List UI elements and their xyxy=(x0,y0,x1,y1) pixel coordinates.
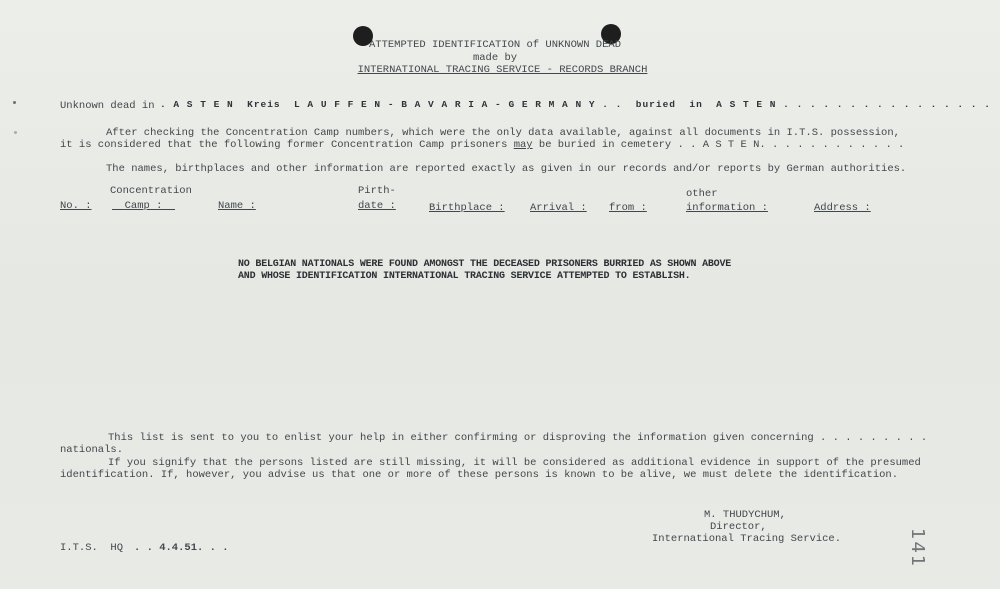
column-no: No. : xyxy=(60,200,92,212)
signature-name: M. THUDYCHUM, xyxy=(704,509,786,521)
column-birthplace: Birthplace : xyxy=(429,202,505,214)
paragraph-2: The names, birthplaces and other information are reported exactly as given in our records and/or reports by German authorities. xyxy=(106,163,907,175)
footer-line-4: identification. If, however, you advise us that one or more of these persons is known to be alive, we must delete the identification. xyxy=(60,469,899,481)
reference-date: . . 4.4.51. . . xyxy=(134,542,229,554)
header-branch: INTERNATIONAL TRACING SERVICE - RECORDS BRANCH xyxy=(357,64,648,76)
column-camp-top: Concentration xyxy=(110,185,192,197)
paragraph-1-line-2 xyxy=(60,139,904,151)
footer-line-1: This list is sent to you to enlist your help in either confirming or disproving the information given concerning . . . . . . . . . xyxy=(108,432,928,444)
column-camp-label: Camp : xyxy=(124,200,163,212)
location-place: . A S T E N Kreis L A U F F E N - B A V A R I A - G E R M A N Y . . buried in A S T E N . . . . . . . . . . . . . . . . xyxy=(160,99,991,110)
paragraph-1-line-1: After checking the Concentration Camp numbers, which were the only data available, against all documents in I.T.S. possession, xyxy=(106,127,900,139)
column-name: Name : xyxy=(218,200,256,212)
paragraph-1-cemetery: be buried in cemetery . . A S T E N. . . . . . . . . . . . xyxy=(532,139,905,151)
margin-mark xyxy=(13,101,16,104)
notice-line-1: NO BELGIAN NATIONALS WERE FOUND AMONGST THE DECEASED PRISONERS BURRIED AS SHOWN ABOVE xyxy=(238,259,732,270)
column-other: information : xyxy=(686,202,768,214)
paragraph-1-may: may xyxy=(513,139,533,151)
paragraph-1-text: it is considered that the following former Concentration Camp prisoners xyxy=(60,139,514,151)
column-other-top: other xyxy=(686,188,718,200)
reference-label: I.T.S. HQ xyxy=(60,542,124,554)
column-address: Address : xyxy=(814,202,871,214)
signature-title: Director, xyxy=(710,521,767,533)
location-prefix: Unknown dead in xyxy=(60,100,155,112)
notice-line-2: AND WHOSE IDENTIFICATION INTERNATIONAL TRACING SERVICE ATTEMPTED TO ESTABLISH. xyxy=(238,271,691,282)
column-birthdate: date : xyxy=(358,200,396,212)
header-title: ATTEMPTED IDENTIFICATION of UNKNOWN DEAD xyxy=(368,39,622,51)
signature-org: International Tracing Service. xyxy=(652,533,842,545)
column-birthdate-top: Pirth- xyxy=(358,185,396,197)
column-from: from : xyxy=(609,202,647,214)
margin-mark xyxy=(14,131,17,134)
column-arrival: Arrival : xyxy=(530,202,587,214)
footer-line-2: nationals. xyxy=(60,444,124,456)
column-camp xyxy=(112,200,175,212)
page-number: 141 xyxy=(907,528,928,569)
header-subtitle: made by xyxy=(472,52,518,64)
footer-line-3: If you signify that the persons listed are still missing, it will be considered as additional evidence in support of the presumed xyxy=(108,457,921,469)
